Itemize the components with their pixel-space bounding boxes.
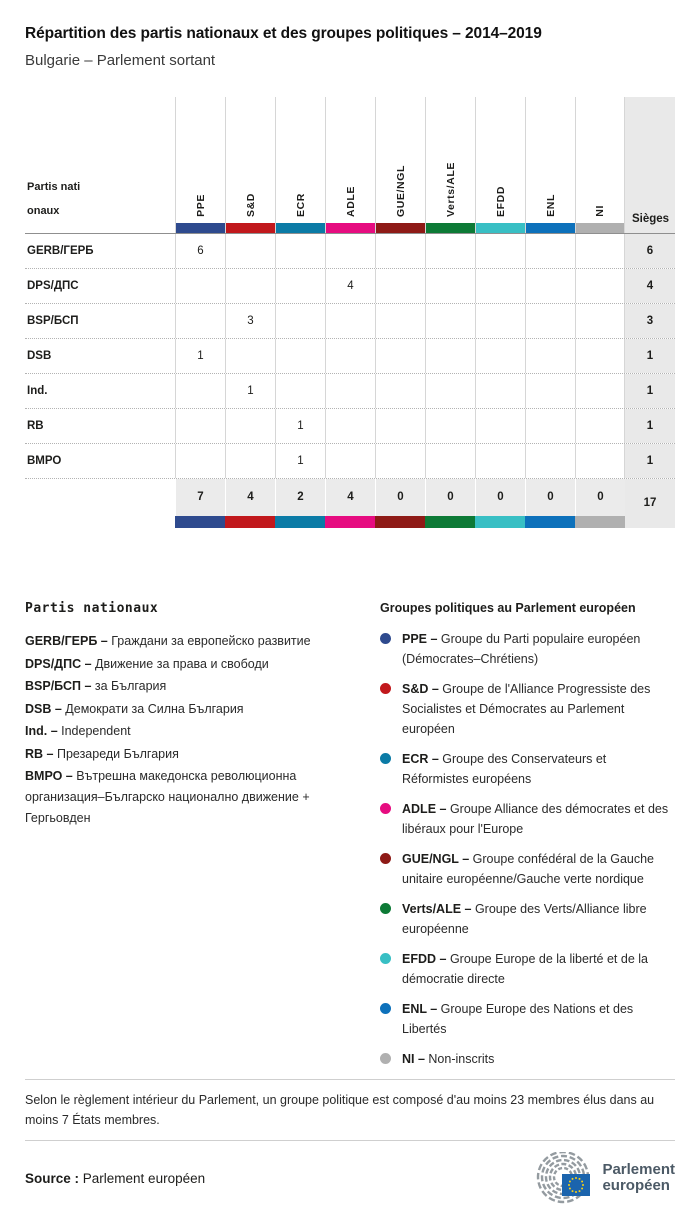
sieges-value-cell: 1 xyxy=(625,409,675,443)
seat-value-cell xyxy=(375,339,425,373)
seat-value-cell xyxy=(275,269,325,303)
group-column-label: GUE/NGL xyxy=(394,164,407,217)
group-column-header-Verts/ALE xyxy=(425,97,475,233)
group-column-header-S&D xyxy=(225,97,275,233)
total-value-cell: 0 xyxy=(575,479,625,516)
total-value-cell: 0 xyxy=(525,479,575,516)
group-legend-abbr: ENL – xyxy=(402,1002,441,1016)
eu-parliament-logo xyxy=(536,1152,675,1204)
group-column-header-PPE xyxy=(175,97,225,233)
seat-value-cell xyxy=(325,409,375,443)
party-legend-item: ВМРО – Вътрешна македонска революционна организация–Българско национално движение + Гергьовден xyxy=(25,769,310,825)
seat-value-cell xyxy=(575,444,625,478)
seat-value-cell: 3 xyxy=(225,304,275,338)
group-legend-item xyxy=(380,679,675,739)
source-line xyxy=(25,1171,205,1186)
group-legend-abbr: EFDD – xyxy=(402,952,450,966)
group-legend-text: ENL – Groupe Europe des Nations et des Libertés xyxy=(402,1002,634,1036)
party-legend-abbr: Ind. – xyxy=(25,724,62,738)
national-parties-items xyxy=(25,631,360,829)
seat-value-cell xyxy=(375,234,425,268)
total-column xyxy=(225,479,275,528)
group-legend-dot-icon xyxy=(380,753,391,764)
sieges-value-cell: 6 xyxy=(625,234,675,268)
seat-value-cell xyxy=(425,339,475,373)
group-column-label: ECR xyxy=(294,193,307,217)
legends-section xyxy=(25,601,675,1079)
source-label: Source : xyxy=(25,1170,80,1186)
total-color-bar xyxy=(425,516,475,528)
group-column-label: Verts/ALE xyxy=(444,161,457,217)
party-legend-abbr: GERB/ГЕРБ – xyxy=(25,634,112,648)
group-column-label: EFDD xyxy=(494,186,507,217)
seat-value-cell xyxy=(375,409,425,443)
party-legend-item: DSB – Демократи за Силна България xyxy=(25,701,244,716)
sieges-value-cell: 1 xyxy=(625,339,675,373)
seat-value-cell xyxy=(475,304,525,338)
total-color-bar xyxy=(325,516,375,528)
sieges-value-cell: 1 xyxy=(625,374,675,408)
group-color-bar xyxy=(376,223,425,233)
seat-value-cell xyxy=(225,409,275,443)
seat-value-cell xyxy=(175,304,225,338)
group-color-bar xyxy=(326,223,375,233)
group-legend-text: ADLE – Groupe Alliance des démocrates et des libéraux pour l'Europe xyxy=(402,802,669,836)
party-label-cell: ВМРО xyxy=(27,455,62,467)
seat-value-cell xyxy=(425,234,475,268)
total-column xyxy=(375,479,425,528)
seat-value-cell xyxy=(475,409,525,443)
logo-line2: européen xyxy=(602,1177,670,1194)
seat-value-cell xyxy=(475,234,525,268)
seat-value-cell xyxy=(525,339,575,373)
group-legend-dot-icon xyxy=(380,853,391,864)
total-color-bar xyxy=(225,516,275,528)
seat-value-cell xyxy=(475,339,525,373)
seat-value-cell: 1 xyxy=(175,339,225,373)
party-legend-abbr: ВМРО – xyxy=(25,769,77,783)
group-column-header-ADLE xyxy=(325,97,375,233)
party-legend-item: DPS/ДПС – Движение за права и свободи xyxy=(25,656,269,671)
group-column-header-GUE/NGL xyxy=(375,97,425,233)
party-legend-item: RB – Презареди България xyxy=(25,746,179,761)
seats-table xyxy=(25,97,675,528)
seat-value-cell xyxy=(575,339,625,373)
seat-value-cell xyxy=(575,409,625,443)
group-column-header-NI xyxy=(575,97,625,233)
group-column-header-EFDD xyxy=(475,97,525,233)
seat-value-cell xyxy=(225,269,275,303)
corner-label: Partis nationaux xyxy=(27,181,81,217)
group-legend-item xyxy=(380,849,675,889)
total-column xyxy=(275,479,325,528)
seat-value-cell: 1 xyxy=(275,409,325,443)
seat-value-cell xyxy=(225,444,275,478)
seat-value-cell xyxy=(575,234,625,268)
seat-value-cell xyxy=(175,269,225,303)
seat-value-cell xyxy=(425,444,475,478)
group-legend-text: ECR – Groupe des Conservateurs et Réformistes européens xyxy=(402,752,607,786)
divider-bottom xyxy=(25,1140,675,1141)
political-groups-heading: Groupes politiques au Parlement européen xyxy=(380,601,636,615)
seat-value-cell xyxy=(525,304,575,338)
group-legend-abbr: Verts/ALE – xyxy=(402,902,475,916)
seat-value-cell xyxy=(575,304,625,338)
party-label-cell: DSB xyxy=(27,350,52,362)
total-color-bar xyxy=(525,516,575,528)
seat-value-cell xyxy=(175,409,225,443)
total-value-cell: 2 xyxy=(275,479,325,516)
footer xyxy=(25,1151,675,1205)
group-legend-dot-icon xyxy=(380,803,391,814)
political-groups-items xyxy=(380,629,675,1069)
seat-value-cell xyxy=(175,374,225,408)
group-legend-dot-icon xyxy=(380,683,391,694)
group-legend-dot-icon xyxy=(380,633,391,644)
totals-label-cell xyxy=(25,479,175,528)
group-color-bar xyxy=(426,223,475,233)
group-legend-item xyxy=(380,799,675,839)
sieges-value-cell: 3 xyxy=(625,304,675,338)
party-label-cell: DPS/ДПС xyxy=(27,280,79,292)
seat-value-cell xyxy=(325,374,375,408)
total-column xyxy=(325,479,375,528)
total-value-cell: 7 xyxy=(175,479,225,516)
seat-value-cell xyxy=(475,269,525,303)
group-legend-item xyxy=(380,899,675,939)
group-column-label: ENL xyxy=(544,194,557,217)
seat-value-cell xyxy=(525,409,575,443)
group-color-bar xyxy=(526,223,575,233)
party-legend-abbr: DPS/ДПС – xyxy=(25,656,95,671)
seat-value-cell xyxy=(275,234,325,268)
seat-value-cell xyxy=(575,374,625,408)
corner-cell xyxy=(25,97,175,233)
seat-value-cell xyxy=(275,374,325,408)
table-totals-row xyxy=(25,479,675,528)
group-color-bar xyxy=(226,223,275,233)
table-row xyxy=(25,444,675,479)
seat-value-cell xyxy=(525,444,575,478)
source-text: Parlement européen xyxy=(82,1170,206,1186)
seat-value-cell xyxy=(375,374,425,408)
group-legend-text: S&D – Groupe de l'Alliance Progressiste des Socialistes et Démocrates au Parlement européen xyxy=(402,682,651,736)
group-legend-text: GUE/NGL – Groupe confédéral de la Gauche unitaire européenne/Gauche verte nordique xyxy=(402,852,654,886)
political-groups-legend xyxy=(380,601,675,1079)
sieges-value-cell: 1 xyxy=(625,444,675,478)
seat-value-cell xyxy=(425,409,475,443)
group-legend-dot-icon xyxy=(380,1003,391,1014)
group-legend-item xyxy=(380,629,675,669)
party-label-cell: BSP/БСП xyxy=(27,315,79,327)
table-row xyxy=(25,304,675,339)
total-value-cell: 4 xyxy=(225,479,275,516)
seat-value-cell xyxy=(325,339,375,373)
national-parties-legend xyxy=(25,601,380,1079)
seat-value-cell xyxy=(425,374,475,408)
seat-value-cell xyxy=(425,269,475,303)
party-label-cell: Ind. xyxy=(27,385,48,397)
seat-value-cell xyxy=(525,234,575,268)
group-column-header-ENL xyxy=(525,97,575,233)
group-legend-text: Verts/ALE – Groupe des Verts/Alliance libre européenne xyxy=(402,902,647,936)
seat-value-cell xyxy=(225,234,275,268)
group-color-bar xyxy=(176,223,225,233)
seat-value-cell: 1 xyxy=(225,374,275,408)
party-legend-item: Ind. – Independent xyxy=(25,724,131,738)
group-legend-dot-icon xyxy=(380,953,391,964)
seat-value-cell xyxy=(525,374,575,408)
seat-value-cell xyxy=(275,339,325,373)
eu-flag-icon xyxy=(562,1174,590,1196)
hemicycle-icon xyxy=(536,1152,594,1204)
total-color-bar xyxy=(175,516,225,528)
group-legend-abbr: PPE – xyxy=(402,632,441,646)
total-column xyxy=(425,479,475,528)
group-legend-item xyxy=(380,949,675,989)
seat-value-cell: 6 xyxy=(175,234,225,268)
group-color-bar xyxy=(476,223,525,233)
seat-value-cell xyxy=(275,304,325,338)
seat-value-cell xyxy=(425,304,475,338)
seat-value-cell xyxy=(175,444,225,478)
group-legend-text: PPE – Groupe du Parti populaire européen (Démocrates–Chrétiens) xyxy=(402,632,641,666)
sieges-header-cell xyxy=(625,97,675,233)
group-column-label: S&D xyxy=(244,193,257,217)
total-color-bar xyxy=(475,516,525,528)
seat-value-cell xyxy=(325,444,375,478)
total-color-bar xyxy=(275,516,325,528)
party-legend-item: BSP/БСП – за България xyxy=(25,679,167,693)
national-parties-heading: Partis nationaux xyxy=(25,601,159,616)
sieges-header-label: Sièges xyxy=(632,213,670,225)
group-column-header-ECR xyxy=(275,97,325,233)
group-legend-abbr: ADLE – xyxy=(402,802,450,816)
total-column xyxy=(575,479,625,528)
group-legend-abbr: ECR – xyxy=(402,752,443,766)
table-row xyxy=(25,269,675,304)
group-legend-text: EFDD – Groupe Europe de la liberté et de la démocratie directe xyxy=(402,952,648,986)
sieges-total-cell: 17 xyxy=(625,479,675,528)
group-legend-item xyxy=(380,999,675,1039)
party-label-cell: GERB/ГЕРБ xyxy=(27,245,94,257)
table-row xyxy=(25,374,675,409)
total-column xyxy=(475,479,525,528)
footnote: Selon le règlement intérieur du Parlement, un groupe politique est composé d'au moins 23 membres élus dans au moins 7 États membres. xyxy=(25,1093,655,1127)
seat-value-cell xyxy=(225,339,275,373)
group-column-label: NI xyxy=(594,205,606,217)
total-value-cell: 0 xyxy=(425,479,475,516)
seat-value-cell xyxy=(375,304,425,338)
group-color-bar xyxy=(576,223,624,233)
party-legend-abbr: DSB – xyxy=(25,701,66,716)
seat-value-cell: 4 xyxy=(325,269,375,303)
party-legend-abbr: RB – xyxy=(25,746,57,761)
group-legend-item xyxy=(380,1049,675,1069)
group-color-bar xyxy=(276,223,325,233)
party-legend-abbr: BSP/БСП – xyxy=(25,679,95,693)
total-value-cell: 0 xyxy=(375,479,425,516)
seat-value-cell xyxy=(325,304,375,338)
total-column xyxy=(175,479,225,528)
table-row xyxy=(25,409,675,444)
group-legend-abbr: NI – xyxy=(402,1052,429,1066)
table-header-row xyxy=(25,97,675,234)
seat-value-cell: 1 xyxy=(275,444,325,478)
seat-value-cell xyxy=(475,444,525,478)
logo-line1: Parlement xyxy=(602,1161,675,1178)
seat-value-cell xyxy=(325,234,375,268)
group-column-label: PPE xyxy=(194,194,207,217)
seat-value-cell xyxy=(575,269,625,303)
party-legend-item: GERB/ГЕРБ – Граждани за европейско развитие xyxy=(25,634,311,648)
total-color-bar xyxy=(375,516,425,528)
page-title: Répartition des partis nationaux et des groupes politiques – 2014–2019 xyxy=(25,25,542,42)
seat-value-cell xyxy=(375,444,425,478)
total-column xyxy=(525,479,575,528)
total-value-cell: 4 xyxy=(325,479,375,516)
group-legend-dot-icon xyxy=(380,903,391,914)
page-subtitle: Bulgarie – Parlement sortant xyxy=(25,52,216,69)
group-legend-abbr: S&D – xyxy=(402,682,443,696)
logo-wordmark xyxy=(602,1162,675,1194)
party-label-cell: RB xyxy=(27,420,44,432)
group-column-label: ADLE xyxy=(344,186,357,217)
group-legend-item xyxy=(380,749,675,789)
group-legend-abbr: GUE/NGL – xyxy=(402,852,473,866)
table-body xyxy=(25,234,675,479)
seat-value-cell xyxy=(525,269,575,303)
table-row xyxy=(25,339,675,374)
total-color-bar xyxy=(575,516,625,528)
total-value-cell: 0 xyxy=(475,479,525,516)
seat-value-cell xyxy=(475,374,525,408)
sieges-value-cell: 4 xyxy=(625,269,675,303)
group-legend-dot-icon xyxy=(380,1053,391,1064)
table-row xyxy=(25,234,675,269)
group-legend-text: NI – Non-inscrits xyxy=(402,1052,495,1066)
seat-value-cell xyxy=(375,269,425,303)
